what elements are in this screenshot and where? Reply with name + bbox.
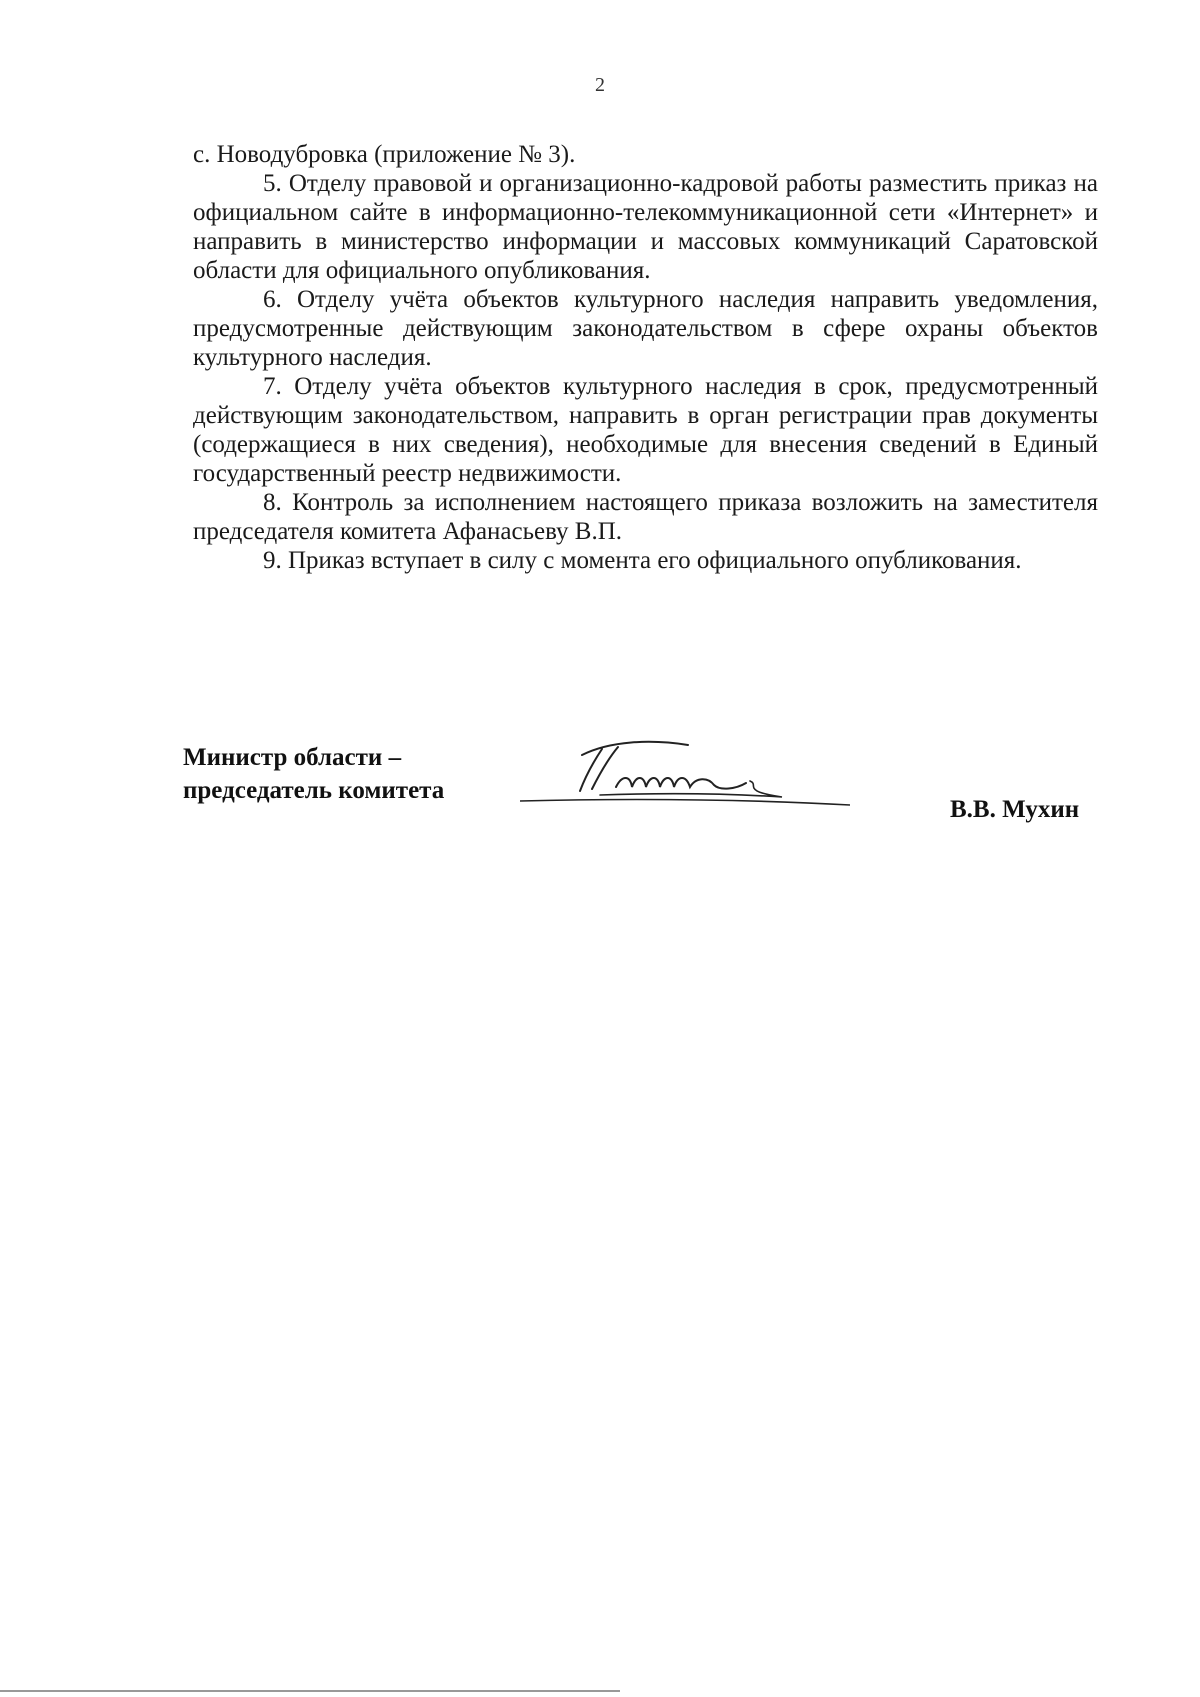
paragraph-item-8: 8. Контроль за исполнением настоящего приказа возложить на заместителя председателя комитета Афанасьеву В.П. <box>193 489 1098 545</box>
paragraph-item-7: 7. Отделу учёта объектов культурного наследия в срок, предусмотренный действующим законодательством, направить в орган регистрации прав документы (содержащиеся в них сведения), необходимые для внесения сведений в Единый государственный реестр недвижимости. <box>193 373 1098 487</box>
paragraph-item-9: 9. Приказ вступает в силу с момента его официального опубликования. <box>263 547 1022 574</box>
signatory-title <box>183 741 444 807</box>
page-number: 2 <box>595 74 605 96</box>
signatory-name: В.В. Мухин <box>950 796 1080 823</box>
handwritten-signature <box>520 735 850 815</box>
document-body <box>193 140 1098 575</box>
signatory-title-line-2: председатель комитета <box>183 777 445 804</box>
paragraph-item-5: 5. Отделу правовой и организационно-кадровой работы разместить приказ на официальном сайте в информационно-телекоммуникационной сети «Интернет» и направить в министерство информации и массовых коммуникаций Саратовской области для официального опубликования. <box>193 170 1098 284</box>
signatory-title-line-1: Министр области – <box>183 744 402 771</box>
paragraph-item-6: 6. Отделу учёта объектов культурного наследия направить уведомления, предусмотренные действующим законодательством в сфере охраны объектов культурного наследия. <box>193 286 1098 371</box>
scan-edge-line <box>0 1690 620 1692</box>
paragraph-continuation: с. Новодубровка (приложение № 3). <box>193 141 576 168</box>
